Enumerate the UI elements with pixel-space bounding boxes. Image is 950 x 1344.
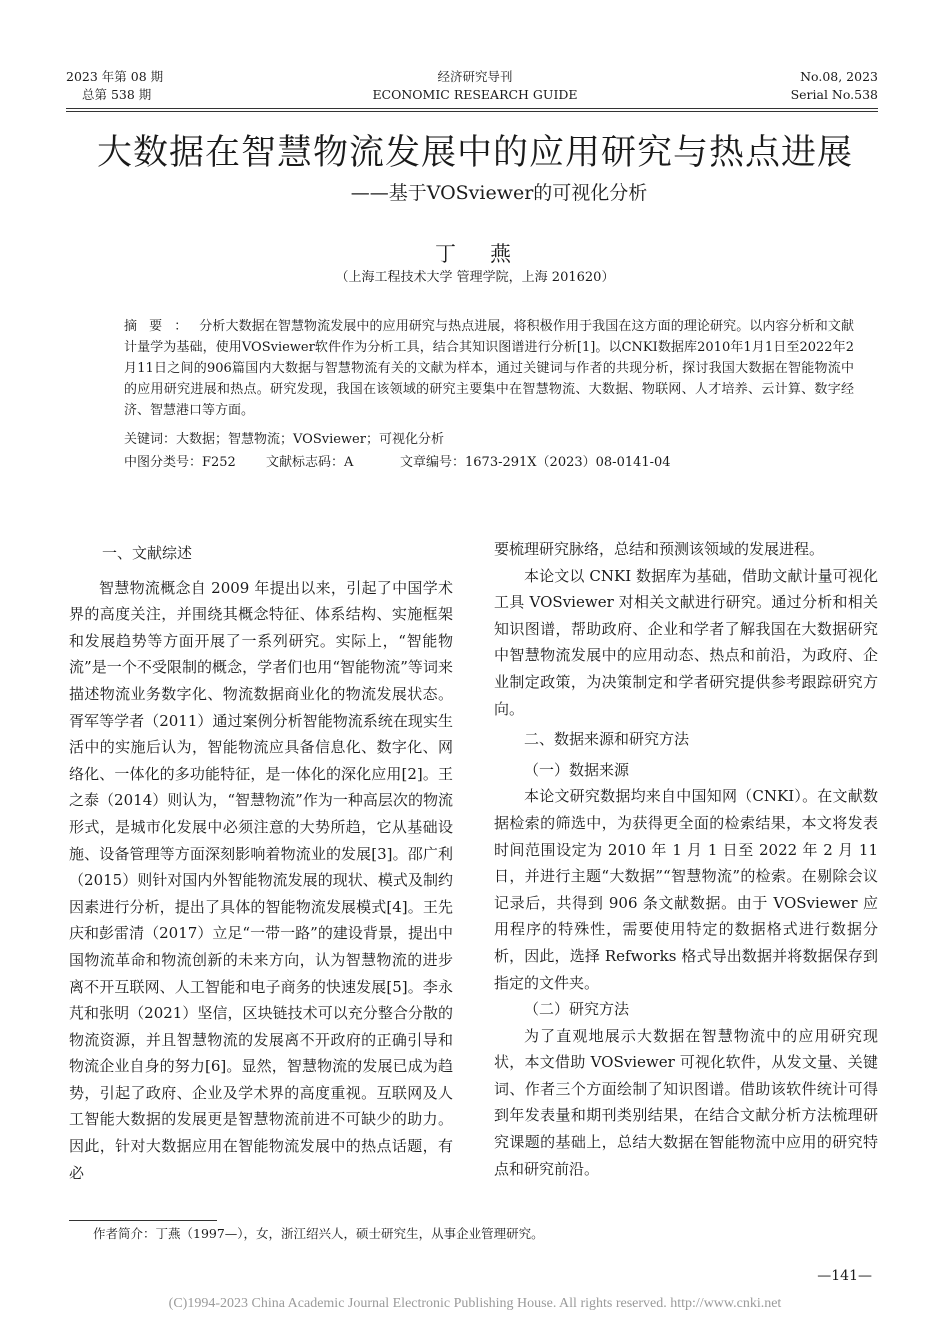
keywords: 关键词：大数据；智慧物流；VOSviewer；可视化分析 <box>124 432 444 447</box>
abstract-label: 摘要： <box>124 319 200 334</box>
author-affiliation: （上海工程技术大学 管理学院，上海 201620） <box>335 270 615 285</box>
body-paragraph: 为了直观地展示大数据在智慧物流中的应用研究现状，本文借助 VOSviewer 可视化软件，从发文量、关键词、作者三个方面绘制了知识图谱。借助该软件统计可得到年发表量和期刊类别结果，在结合文献分析方法梳理研究课题的基础上，总结大数据在智能物流中应用的研究特点和研究前沿。 <box>494 1026 878 1178</box>
body-column-right <box>494 536 878 1182</box>
section-heading-1: 一、文献综述 <box>102 544 193 562</box>
subsection-heading-data-source: （一）数据来源 <box>524 760 630 779</box>
author-footnote: 作者简介：丁燕（1997—），女，浙江绍兴人，硕士研究生，从事企业管理研究。 <box>93 1226 544 1241</box>
abstract <box>124 316 854 421</box>
paper-subtitle: ——基于VOSviewer的可视化分析 <box>350 182 648 204</box>
copyright-watermark: (C)1994-2023 China Academic Journal Electronic Publishing House. All rights reserved. http://www.cnki.net <box>168 1296 782 1311</box>
abstract-text: 分析大数据在智慧物流发展中的应用研究与热点进展，将积极作用于我国在这方面的理论研究。以内容分析和文献计量学为基础，使用VOSviewer软件作为分析工具，结合其知识图谱进行分析[1]。以CNKI数据库2010年1月1日至2022年2月11日之间的906篇国内大数据与智慧物流有关的文献为样本，通过关键词与作者的共现分析，探讨我国大数据在智能物流中的应用研究进展和热点。研究发现，我国在该领域的研究主要集中在智慧物流、大数据、物联网、人才培养、云计算、数字经济、智慧港口等方面。 <box>124 319 854 418</box>
body-paragraph: 本论文以 CNKI 数据库为基础，借助文献计量可视化工具 VOSviewer 对相关文献进行研究。通过分析和相关知识图谱，帮助政府、企业和学者了解我国在大数据研究中智慧物流发展中的应用动态、热点和前沿，为政府、企业制定政策，为决策制定和学者研究提供参考跟踪研究方向。 <box>494 566 878 718</box>
classification-line <box>124 453 864 473</box>
footnote-rule <box>69 1220 217 1221</box>
journal-name-en: ECONOMIC RESEARCH GUIDE <box>372 87 578 102</box>
issue-total: 总第 538 期 <box>82 87 152 102</box>
body-paragraph: 智慧物流概念自 2009 年提出以来，引起了中国学术界的高度关注，并围绕其概念特征、体系结构、实施框架和发展趋势等方面开展了一系列研究。实际上，“智能物流”是一个不受限制的概念，学者们也用“智能物流”等词来描述物流业务数字化、物流数据商业化的物流发展状态。胥军等学者（2011）通过案例分析智能物流系统在现实生活中的实施后认为，智能物流应具备信息化、数字化、网络化、一体化的多功能特征，是一体化的深化应用[2]。王之泰（2014）则认为，“智慧物流”作为一种高层次的物流形式，是城市化发展中必须注意的大势所趋，它从基础设施、设备管理等方面深刻影响着物流业的发展[3]。邵广利（2015）则针对国内外智能物流发展的现状、模式及制约因素进行分析，提出了具体的智能物流发展模式[4]。王先庆和彭雷清（2017）立足“一带一路”的建设背景，提出中国物流革命和物流创新的未来方向，认为智慧物流的进步离不开互联网、人工智能和电子商务的快速发展[5]。李永芃和张明（2021）坚信，区块链技术可以充分整合分散的物流资源，并且智慧物流的发展离不开政府的正确引导和物流企业自身的努力[6]。显然，智慧物流的发展已成为趋势，引起了政府、企业及学术界的高度重视。互联网及人工智能大数据的发展更是智慧物流前进不可缺少的助力。因此，针对大数据应用在智能物流发展中的热点话题，有必 <box>69 578 453 1182</box>
subsection-heading-method: （二）研究方法 <box>524 1000 630 1019</box>
body-paragraph: 要梳理研究脉络，总结和预测该领域的发展进程。 <box>494 540 825 558</box>
body-paragraph: 本论文研究数据均来自中国知网（CNKI）。在文献数据检索的筛选中，为获得更全面的检索结果，本文将发表时间范围设定为 2010 年 1 月 1 日至 2022 年 2 月 11 日，并进行主题“大数据”“智慧物流”的检索。在剔除会议记录后，共得到 906 条文献数据。由于 VOSviewer 应用程序的特殊性，需要使用特定的数据格式进行数据分析，因此，选择 Refworks 格式导出数据并将数据保存到指定的文件夹。 <box>494 787 878 992</box>
author-name: 丁燕 <box>435 242 545 266</box>
header-right <box>791 68 878 104</box>
clc-number: 中图分类号：F252 <box>124 455 236 470</box>
page-number: —141— <box>817 1268 872 1284</box>
body-column-left <box>69 536 453 1186</box>
serial-no: Serial No.538 <box>790 87 878 102</box>
article-number: 文章编号：1673-291X（2023）08-0141-04 <box>400 455 671 470</box>
journal-name-cn: 经济研究导刊 <box>437 69 513 84</box>
header-rule-top <box>66 108 878 109</box>
issue-no: No.08, 2023 <box>800 69 878 84</box>
issue-year: 2023 年第 08 期 <box>66 69 164 84</box>
header-rule-bottom <box>66 111 878 112</box>
document-code: 文献标志码：A <box>266 455 354 470</box>
paper-title: 大数据在智慧物流发展中的应用研究与热点进展 <box>96 133 853 173</box>
section-heading-2: 二、数据来源和研究方法 <box>524 730 690 749</box>
